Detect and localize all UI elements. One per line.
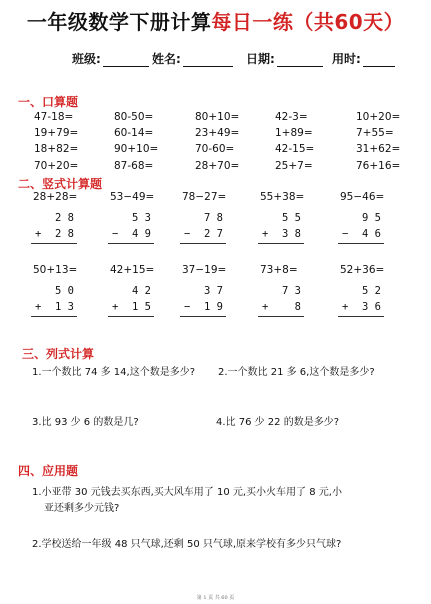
oral-problem: 28+70= xyxy=(195,160,240,172)
vertical-expression: 28+28= xyxy=(33,191,78,203)
vertical-operator: − xyxy=(112,228,119,240)
vertical-expression: 52+36= xyxy=(340,264,385,276)
oral-problem: 42-15= xyxy=(275,143,315,155)
vertical-answer-line xyxy=(338,316,384,317)
vertical-bottom-number: 8 xyxy=(282,301,301,313)
vertical-operator: + xyxy=(342,301,349,313)
vertical-bottom-number: 1 5 xyxy=(132,301,151,313)
oral-problem: 25+7= xyxy=(275,160,313,172)
vertical-answer-line xyxy=(108,316,154,317)
vertical-bottom-number: 2 7 xyxy=(204,228,223,240)
vertical-expression: 42+15= xyxy=(110,264,155,276)
vertical-operator: + xyxy=(262,301,269,313)
vertical-top-number: 3 7 xyxy=(204,285,223,297)
oral-problem: 23+49= xyxy=(195,127,240,139)
field-date-blank[interactable] xyxy=(277,54,323,67)
vertical-bottom-number: 1 3 xyxy=(55,301,74,313)
vertical-top-number: 5 5 xyxy=(282,212,301,224)
vertical-expression: 73+8= xyxy=(260,264,298,276)
s3-question-4: 4.比 76 少 22 的数是多少? xyxy=(216,417,340,428)
s4-question-2: 2.学校送给一年级 48 只气球,还剩 50 只气球,原来学校有多少只气球? xyxy=(32,539,342,550)
oral-problem: 80+10= xyxy=(195,111,240,123)
vertical-answer-line xyxy=(180,243,226,244)
vertical-operator: + xyxy=(112,301,119,313)
vertical-top-number: 5 3 xyxy=(132,212,151,224)
vertical-operator: + xyxy=(35,228,42,240)
oral-problem: 76+16= xyxy=(356,160,401,172)
section1-heading: 一、口算题 xyxy=(18,95,79,109)
vertical-expression: 50+13= xyxy=(33,264,78,276)
vertical-operator: + xyxy=(35,301,42,313)
field-name xyxy=(152,50,233,67)
vertical-operator: − xyxy=(184,301,191,313)
field-date-label: 日期: xyxy=(246,52,275,66)
vertical-top-number: 4 2 xyxy=(132,285,151,297)
vertical-bottom-number: 2 8 xyxy=(55,228,74,240)
vertical-bottom-number: 3 8 xyxy=(282,228,301,240)
title-main: 一年级数学下册计算 xyxy=(26,10,212,34)
oral-problem: 60-14= xyxy=(114,127,154,139)
oral-problem: 31+62= xyxy=(356,143,401,155)
vertical-top-number: 7 8 xyxy=(204,212,223,224)
field-time-blank[interactable] xyxy=(363,54,395,67)
vertical-expression: 55+38= xyxy=(260,191,305,203)
vertical-answer-line xyxy=(31,316,77,317)
field-class-blank[interactable] xyxy=(103,54,149,67)
s3-question-3: 3.比 93 少 6 的数是几? xyxy=(32,417,139,428)
vertical-operator: + xyxy=(262,228,269,240)
vertical-top-number: 9 5 xyxy=(362,212,381,224)
oral-problem: 87-68= xyxy=(114,160,154,172)
vertical-answer-line xyxy=(180,316,226,317)
vertical-expression: 53−49= xyxy=(110,191,155,203)
vertical-expression: 95−46= xyxy=(340,191,385,203)
vertical-operator: − xyxy=(184,228,191,240)
s3-question-2: 2.一个数比 21 多 6,这个数是多少? xyxy=(218,367,375,378)
field-name-label: 姓名: xyxy=(152,52,181,66)
field-date xyxy=(246,50,323,67)
vertical-operator: − xyxy=(342,228,349,240)
vertical-top-number: 5 2 xyxy=(362,285,381,297)
vertical-bottom-number: 1 9 xyxy=(204,301,223,313)
oral-problem: 80-50= xyxy=(114,111,154,123)
section3-heading: 三、列式计算 xyxy=(22,347,95,361)
page-footer: 第 1 页 共 60 页 xyxy=(196,595,235,601)
field-class xyxy=(72,50,149,67)
s3-question-1: 1.一个数比 74 多 14,这个数是多少? xyxy=(32,367,196,378)
vertical-bottom-number: 4 9 xyxy=(132,228,151,240)
field-time xyxy=(332,50,395,67)
oral-problem: 42-3= xyxy=(275,111,308,123)
oral-problem: 10+20= xyxy=(356,111,401,123)
vertical-bottom-number: 4 6 xyxy=(362,228,381,240)
field-class-label: 班级: xyxy=(72,52,101,66)
vertical-top-number: 5 0 xyxy=(55,285,74,297)
oral-problem: 7+55= xyxy=(356,127,394,139)
vertical-answer-line xyxy=(31,243,77,244)
oral-problem: 47-18= xyxy=(34,111,74,123)
title-highlight: 每日一练（共60天） xyxy=(211,10,405,34)
field-time-label: 用时: xyxy=(332,52,361,66)
vertical-answer-line xyxy=(108,243,154,244)
field-name-blank[interactable] xyxy=(183,54,233,67)
vertical-answer-line xyxy=(258,316,304,317)
s4-question-1-line1: 1.小亚带 30 元钱去买东西,买大风车用了 10 元,买小火车用了 8 元,小 xyxy=(32,487,342,498)
vertical-answer-line xyxy=(338,243,384,244)
vertical-expression: 37−19= xyxy=(182,264,227,276)
oral-problem: 90+10= xyxy=(114,143,159,155)
oral-problem: 18+82= xyxy=(34,143,79,155)
page-title xyxy=(0,6,431,35)
section4-heading: 四、应用题 xyxy=(18,464,79,478)
vertical-top-number: 7 3 xyxy=(282,285,301,297)
section2-heading: 二、竖式计算题 xyxy=(18,177,103,191)
s4-question-1-line2: 亚还剩多少元钱? xyxy=(44,503,120,514)
vertical-answer-line xyxy=(258,243,304,244)
oral-problem: 19+79= xyxy=(34,127,79,139)
oral-problem: 70+20= xyxy=(34,160,79,172)
oral-problem: 1+89= xyxy=(275,127,313,139)
vertical-expression: 78−27= xyxy=(182,191,227,203)
vertical-bottom-number: 3 6 xyxy=(362,301,381,313)
oral-problem: 70-60= xyxy=(195,143,235,155)
vertical-top-number: 2 8 xyxy=(55,212,74,224)
